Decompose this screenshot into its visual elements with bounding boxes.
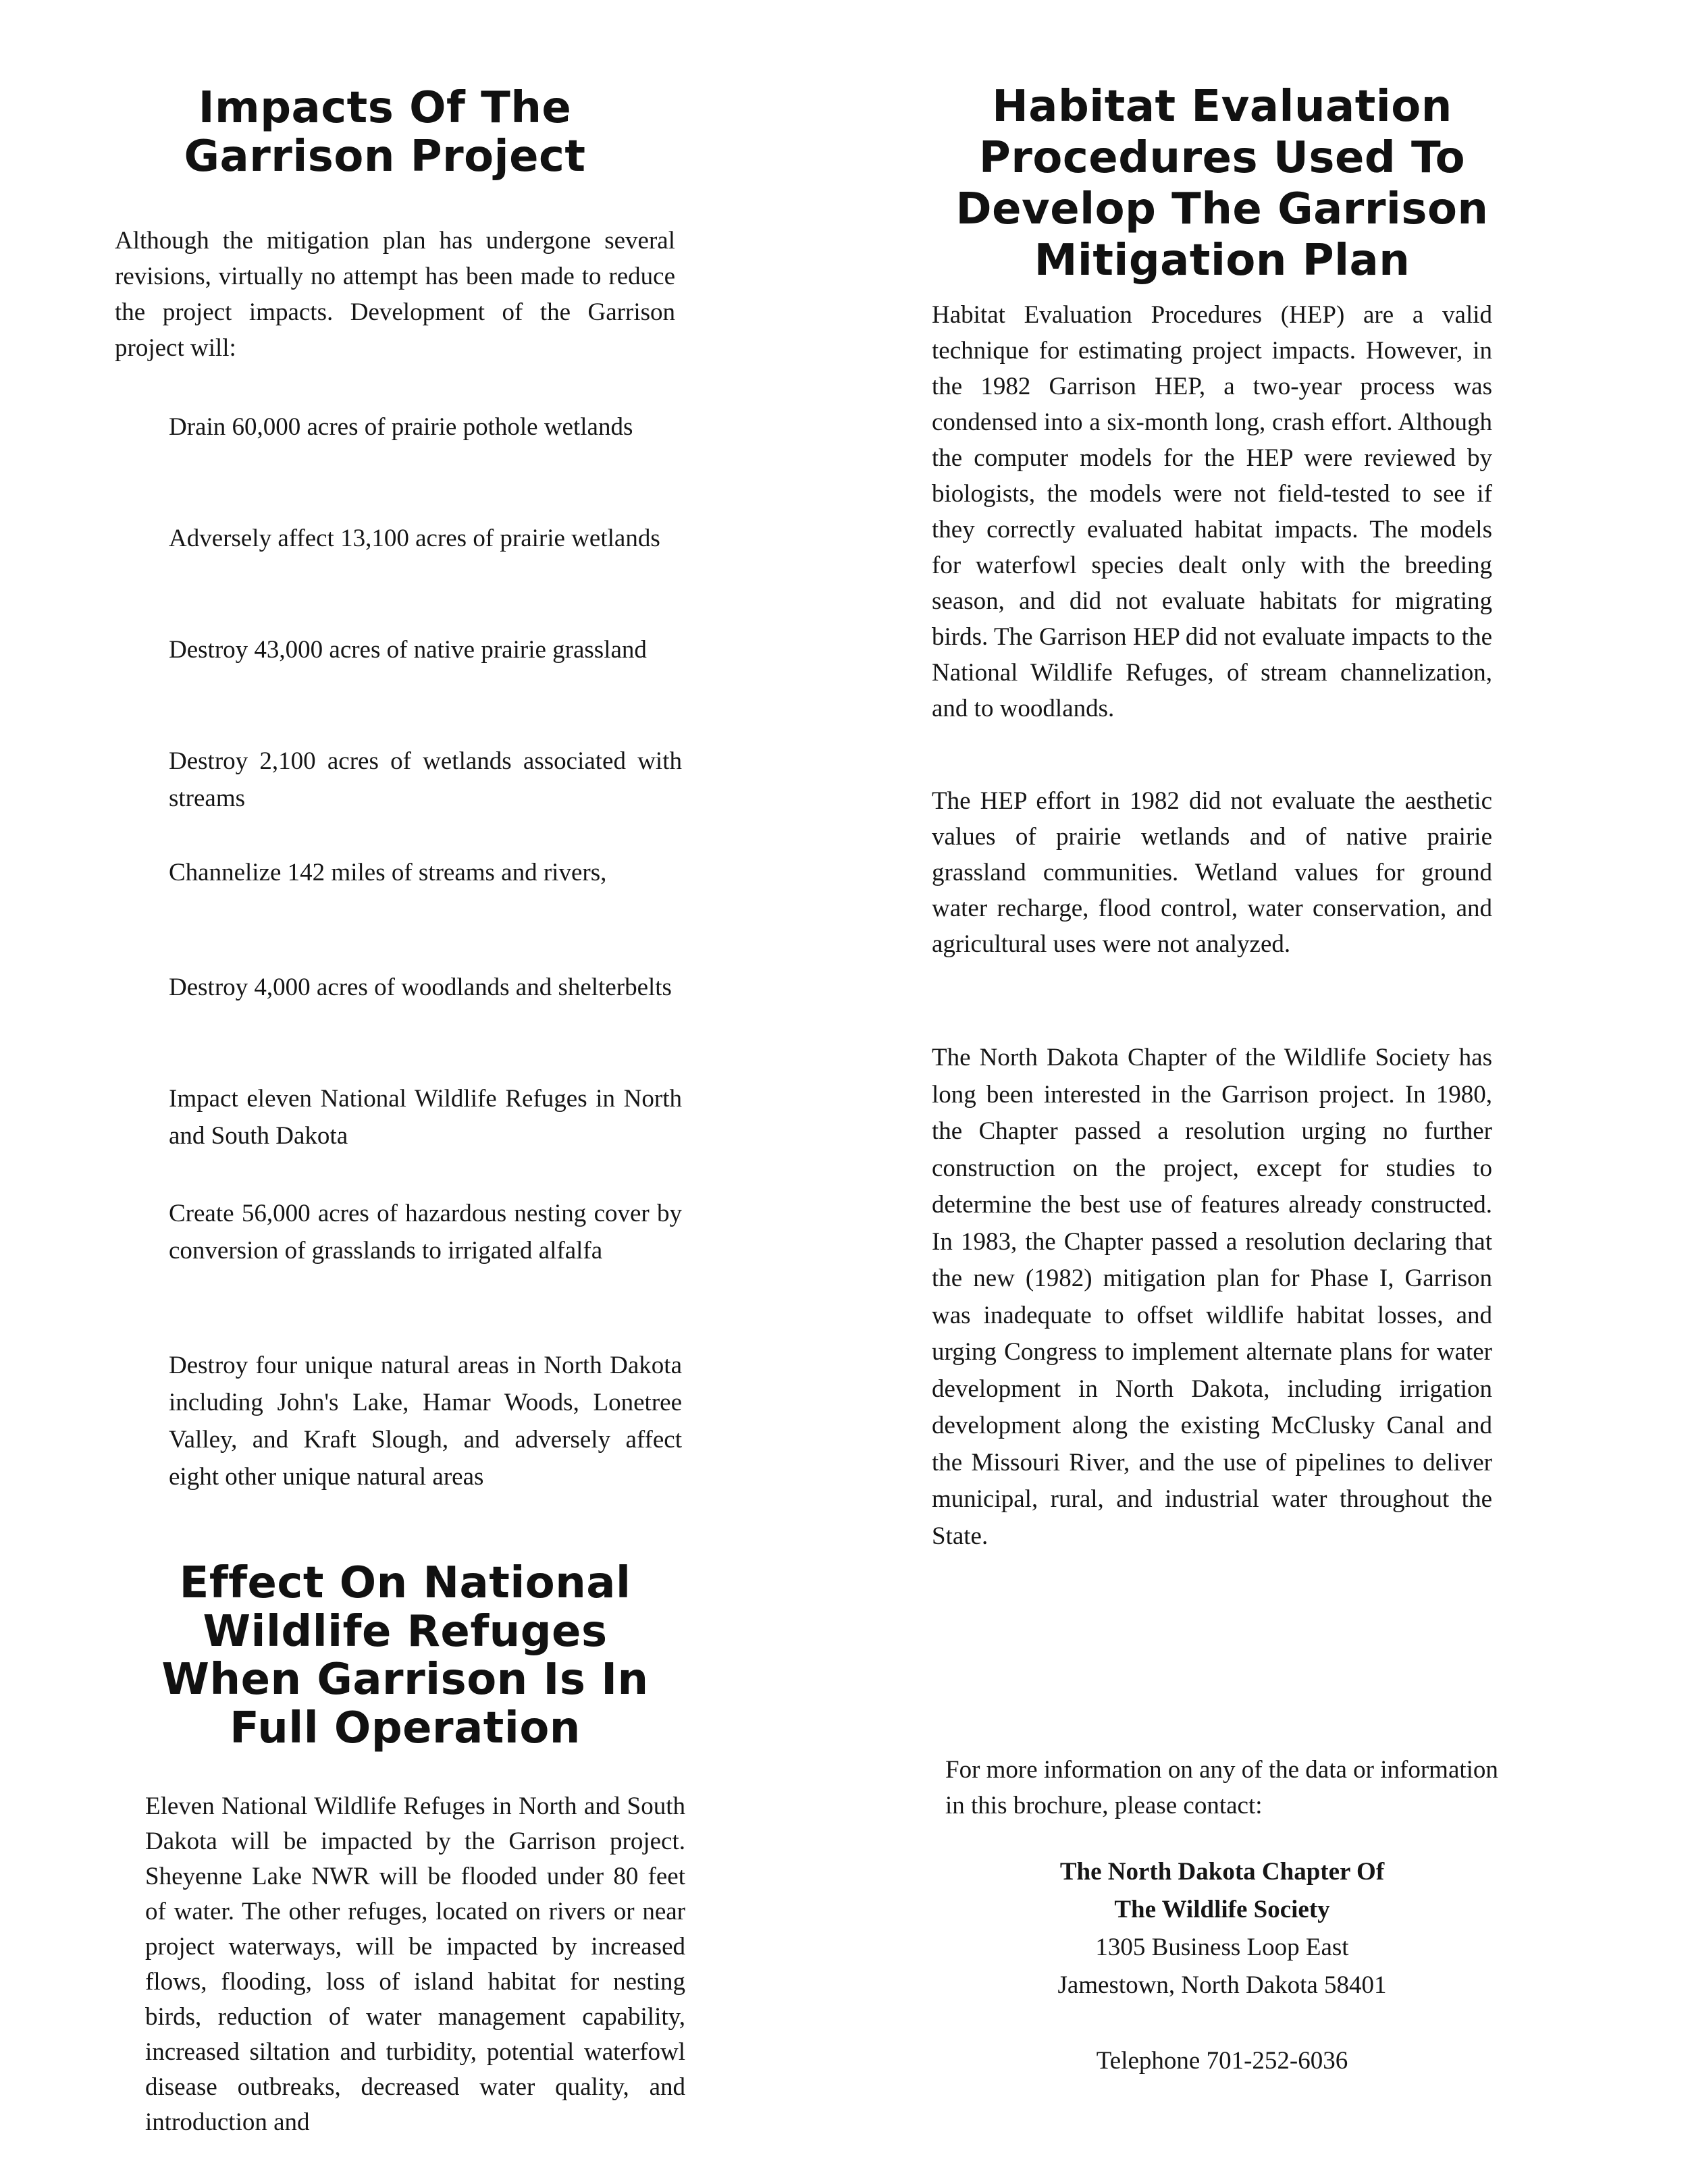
impact-item: Impact eleven National Wildlife Refuges in North and South Dakota — [169, 1085, 682, 1150]
hep-title-line: Mitigation Plan — [1034, 236, 1410, 286]
hep-title-line: Develop The Garrison — [955, 184, 1489, 234]
impacts-title — [115, 84, 655, 181]
hep-paragraph-2: The HEP effort in 1982 did not evaluate the aesthetic values of prairie wetlands and of native prairie grassland communities. Wetland values for ground water recharge, flood control, water conservation, and agricultural uses were not analyzed. — [932, 787, 1492, 958]
address-line2: Jamestown, North Dakota 58401 — [1057, 1971, 1387, 1999]
impact-item: Destroy 43,000 acres of native prairie grassland — [169, 636, 647, 664]
refuges-title — [115, 1560, 695, 1753]
refuges-title-line: Wildlife Refuges — [203, 1606, 608, 1657]
org-name-line2: The Wildlife Society — [1114, 1896, 1330, 1923]
refuges-title-line: Full Operation — [230, 1703, 581, 1754]
refuges-title-line: Effect On National — [179, 1558, 631, 1608]
hep-title — [932, 81, 1512, 286]
contact-block — [932, 1853, 1512, 2080]
telephone: Telephone 701-252-6036 — [1096, 2047, 1348, 2075]
impact-item: Drain 60,000 acres of prairie pothole wetlands — [169, 413, 633, 441]
impact-item: Destroy four unique natural areas in North Dakota including John's Lake, Hamar Woods, Lonetree Valley, and Kraft Slough, and adversely affect eight other unique natural areas — [169, 1352, 682, 1491]
impact-item: Destroy 4,000 acres of woodlands and shelterbelts — [169, 974, 672, 1001]
chapter-paragraph: The North Dakota Chapter of the Wildlife Society has long been interested in the Garrison project. In 1980, the Chapter passed a resolution urging no further construction on the project, except for studies to determine the best use of features already constructed. In 1983, the Chapter passed a resolution declaring that the new (1982) mitigation plan for Phase I, Garrison was inadequate to offset wildlife habitat losses, and urging Congress to implement alternate plans for water development in North Dakota, including irrigation development along the existing McClusky Canal and the Missouri River, and the use of pipelines to deliver municipal, rural, and industrial water throughout the State. — [932, 1044, 1492, 1550]
refuges-body: Eleven National Wildlife Refuges in North and South Dakota will be impacted by the Garrison project. Sheyenne Lake NWR will be flooded under 80 feet of water. The other refuges, located on rivers or near project waterways, will be impacted by increased flows, flooding, loss of island habitat for nesting birds, reduction of water management capability, increased siltation and turbidity, potential waterfowl disease outbreaks, decreased water quality, and introduction and — [145, 1792, 685, 2136]
impact-item: Adversely affect 13,100 acres of prairie wetlands — [169, 525, 660, 552]
hep-paragraph-1: Habitat Evaluation Procedures (HEP) are a valid technique for estimating project impacts. However, in the 1982 Garrison HEP, a two-year process was condensed into a six-month long, crash effort. Although the computer models for the HEP were reviewed by biologists, the models were not field-tested to see if they correctly evaluated habitat impacts. The models for waterfowl species dealt only with the breeding season, and did not evaluate habitats for migrating birds. The Garrison HEP did not evaluate impacts to the National Wildlife Refuges, of stream channelization, and to woodlands. — [932, 301, 1492, 722]
impacts-intro: Although the mitigation plan has undergone several revisions, virtually no attempt has been made to reduce the project impacts. Development of the Garrison project will: — [115, 227, 675, 362]
contact-intro: For more information on any of the data or information in this brochure, please contact: — [945, 1756, 1498, 1819]
impacts-title-line1: Impacts Of The — [198, 83, 572, 133]
impacts-title-line2: Garrison Project — [184, 131, 586, 182]
hep-title-line: Habitat Evaluation — [992, 82, 1452, 132]
hep-title-line: Procedures Used To — [978, 133, 1466, 183]
impact-item: Create 56,000 acres of hazardous nesting cover by conversion of grasslands to irrigated alfalfa — [169, 1200, 682, 1264]
address-line1: 1305 Business Loop East — [1095, 1934, 1349, 1961]
org-name-line1: The North Dakota Chapter Of — [1059, 1858, 1385, 1886]
refuges-title-line: When Garrison Is In — [161, 1655, 649, 1705]
impact-item: Destroy 2,100 acres of wetlands associated with streams — [169, 747, 682, 812]
impact-item: Channelize 142 miles of streams and rivers, — [169, 859, 607, 886]
